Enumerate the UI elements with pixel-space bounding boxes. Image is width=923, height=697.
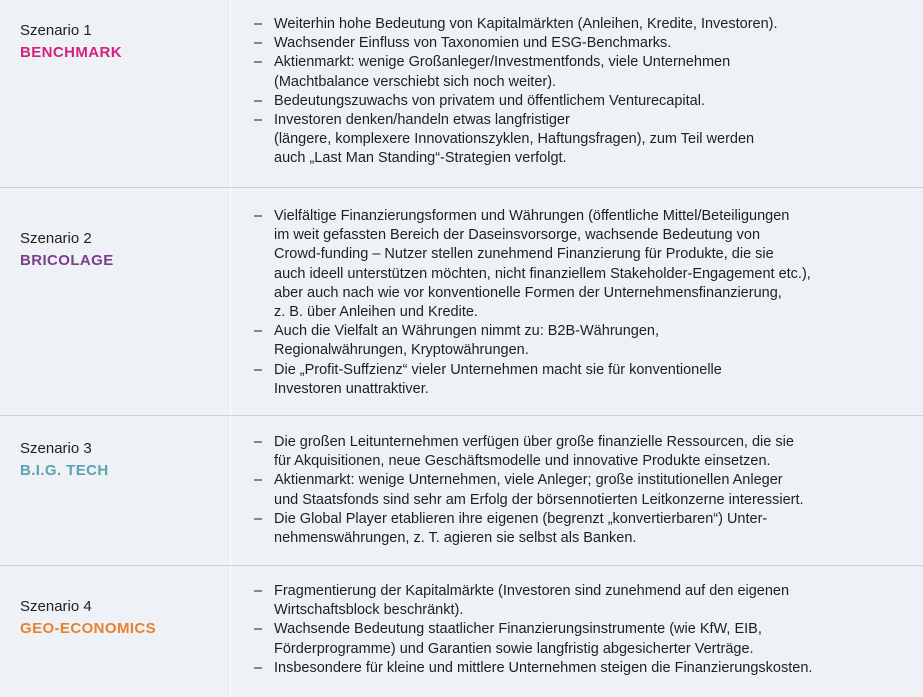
dash-marker: – [254, 92, 263, 109]
dash-marker: – [254, 659, 263, 676]
bullet-text-line: für Akquisitionen, neue Geschäftsmodelle und innovative Produkte einsetzen. [274, 453, 771, 470]
bullet-text-line: Vielfältige Finanzierungsformen und Währungen (öffentliche Mittel/Beteiligungen [274, 208, 790, 224]
bullet-text-line: Auch die Vielfalt an Währungen nimmt zu: B2B-Währungen, [274, 323, 659, 340]
scenario-row [0, 566, 923, 697]
bullet-text-line: (längere, komplexere Innovationszyklen, Haftungsfragen), zum Teil werden [274, 131, 755, 148]
dash-marker: – [254, 583, 263, 599]
bullet-item [254, 510, 915, 548]
dash-marker: – [254, 621, 263, 638]
bullet-text-line: Die Global Player etablieren ihre eigenen (begrenzt „konvertierbaren“) Unter- [274, 510, 768, 527]
bullet-text-line: Wachsende Bedeutung staatlicher Finanzierungsinstrumente (wie KfW, EIB, [274, 621, 762, 638]
scenario-description [231, 188, 923, 415]
bullet-text-line: Wachsender Einfluss von Taxonomien und ESG-Benchmarks. [274, 35, 672, 52]
dash-marker: – [254, 35, 263, 52]
bullet-text-line: auch ideell unterstützen möchten, nicht finanziellem Stakeholder-Engagement etc.), [274, 265, 811, 282]
dash-marker: – [254, 361, 263, 378]
scenario-header [0, 416, 231, 565]
bullet-item [254, 111, 915, 169]
scenario-description [231, 416, 923, 565]
bullet-item [254, 659, 915, 678]
bullet-list [254, 15, 915, 169]
bullet-list [254, 207, 915, 399]
scenario-label: Szenario 4 [20, 598, 92, 615]
scenario-row [0, 188, 923, 416]
bullet-text-line: Regionalwährungen, Kryptowährungen. [274, 342, 529, 359]
bullet-text-line: Weiterhin hohe Bedeutung von Kapitalmärkten (Anleihen, Kredite, Investoren). [274, 16, 778, 32]
bullet-text-line: Aktienmarkt: wenige Großanleger/Investmentfonds, viele Unternehmen [274, 54, 731, 71]
bullet-text-line: Förderprogramme) und Garantien sowie langfristig abgesicherter Verträge. [274, 640, 754, 657]
scenario-header [0, 188, 231, 415]
dash-marker: – [254, 54, 263, 71]
bullet-item [254, 15, 915, 34]
bullet-item [254, 322, 915, 360]
scenario-label: Szenario 1 [20, 22, 92, 39]
dash-marker: – [254, 510, 263, 527]
bullet-text-line: Crowd-funding – Nutzer stellen zunehmend Finanzierung für Produkte, die sie [274, 246, 774, 263]
bullet-item [254, 433, 915, 471]
scenario-row [0, 0, 923, 188]
bullet-text-line: auch „Last Man Standing“-Strategien verfolgt. [274, 150, 567, 167]
bullet-item [254, 620, 915, 658]
scenario-name: GEO-ECONOMICS [20, 620, 157, 637]
scenario-name: BRICOLAGE [20, 252, 114, 269]
scenario-description [231, 566, 923, 697]
bullet-item [254, 207, 915, 322]
bullet-item [254, 92, 915, 111]
dash-marker: – [254, 16, 263, 32]
bullet-item [254, 582, 915, 620]
dash-marker: – [254, 323, 263, 340]
bullet-text-line: Die „Profit-Suffzienz“ vieler Unternehmen macht sie für konventionelle [274, 361, 722, 378]
bullet-text-line: Aktienmarkt: wenige Unternehmen, viele Anleger; große institutionellen Anleger [274, 472, 783, 489]
bullet-text-line: nehmenswährungen, z. T. agieren sie selbst als Banken. [274, 530, 637, 547]
bullet-text-line: Die großen Leitunternehmen verfügen über große finanzielle Ressourcen, die sie [274, 434, 794, 450]
scenario-description [231, 0, 923, 187]
bullet-text-line: (Machtbalance verschiebt sich noch weiter). [274, 73, 557, 90]
scenario-header [0, 0, 231, 187]
bullet-text-line: Investoren unattraktiver. [274, 380, 429, 397]
bullet-item [254, 34, 915, 53]
bullet-list [254, 582, 915, 678]
bullet-text-line: im weit gefassten Bereich der Daseinsvorsorge, wachsende Bedeutung von [274, 227, 761, 244]
bullet-text-line: Insbesondere für kleine und mittlere Unternehmen steigen die Finanzierungskosten. [274, 659, 813, 676]
bullet-text-line: Investoren denken/handeln etwas langfristiger [274, 112, 570, 129]
bullet-item [254, 53, 915, 91]
scenario-row [0, 416, 923, 566]
dash-marker: – [254, 472, 263, 489]
scenario-header [0, 566, 231, 697]
scenario-label: Szenario 3 [20, 440, 92, 457]
scenario-name: BENCHMARK [20, 44, 122, 61]
bullet-list [254, 433, 915, 548]
bullet-text-line: Fragmentierung der Kapitalmärkte (Investoren sind zunehmend auf den eigenen [274, 583, 790, 599]
scenario-label: Szenario 2 [20, 230, 92, 247]
bullet-text-line: Wirtschaftsblock beschränkt). [274, 602, 464, 619]
dash-marker: – [254, 208, 263, 224]
bullet-item [254, 361, 915, 399]
dash-marker: – [254, 434, 263, 450]
bullet-text-line: aber auch nach wie vor konventionelle Formen der Unternehmensfinanzierung, [274, 284, 782, 301]
bullet-item [254, 471, 915, 509]
bullet-text-line: Bedeutungszuwachs von privatem und öffentlichem Venturecapital. [274, 92, 705, 109]
dash-marker: – [254, 112, 263, 129]
bullet-text-line: und Staatsfonds sind sehr am Erfolg der börsennotierten Leitkonzerne interessiert. [274, 491, 804, 508]
bullet-text-line: z. B. über Anleihen und Kredite. [274, 304, 478, 321]
scenario-name: B.I.G. TECH [20, 462, 109, 479]
